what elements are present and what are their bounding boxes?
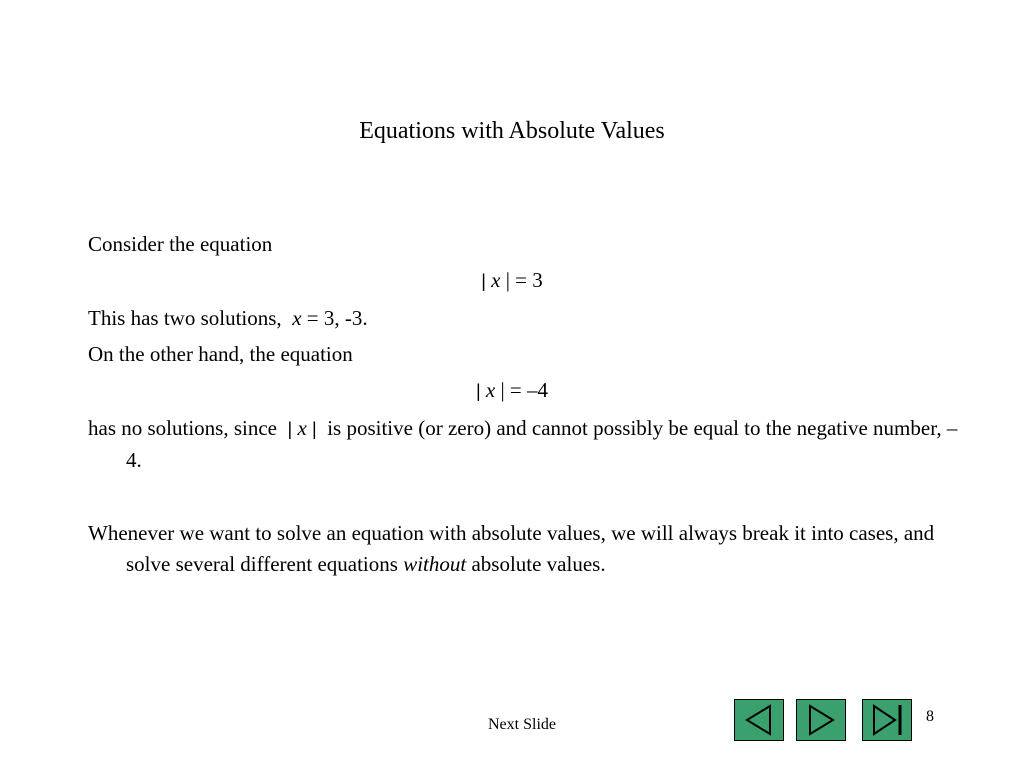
variable-x: x <box>485 378 496 402</box>
consider-text: Consider the equation <box>88 232 273 256</box>
equation-1 <box>0 265 1024 297</box>
variable-x: x <box>292 306 302 330</box>
whenever-emphasis: without <box>403 552 467 576</box>
no-solutions-post: is positive (or zero) and cannot possibly be equal to the negative number, –4. <box>126 416 958 472</box>
whenever-post: absolute values. <box>471 552 606 576</box>
page-number: 8 <box>926 708 934 725</box>
skip-to-end-icon <box>863 700 911 740</box>
two-solutions-pre: This has two solutions, <box>88 306 282 330</box>
two-solutions-post: = 3, -3. <box>306 306 368 330</box>
triangle-left-icon <box>735 700 783 740</box>
abs-bar-left: | <box>287 419 293 439</box>
no-solutions-pre: has no solutions, since <box>88 416 277 440</box>
two-solutions-text <box>88 303 368 334</box>
variable-x: x <box>297 416 307 440</box>
other-hand-text: On the other hand, the equation <box>88 342 353 366</box>
triangle-right-icon <box>797 700 845 740</box>
equation-2 <box>0 375 1024 407</box>
previous-slide-button[interactable] <box>734 699 784 741</box>
variable-x: x <box>491 268 501 292</box>
whenever-pre: Whenever we want to solve an equation with absolute values, we will always break it into cases, and solve several different equations <box>88 521 935 576</box>
no-solutions-paragraph <box>88 413 966 476</box>
whenever-paragraph <box>88 518 966 580</box>
next-slide-button[interactable] <box>796 699 846 741</box>
equation-2-rest: | = –4 <box>500 378 549 402</box>
next-slide-link[interactable]: Next Slide <box>488 716 556 733</box>
equation-1-rest: | = 3 <box>505 268 543 292</box>
slide-title: Equations with Absolute Values <box>359 118 665 144</box>
abs-bar-right: | <box>312 419 317 439</box>
last-slide-button[interactable] <box>862 699 912 741</box>
abs-bar-left: | <box>475 381 481 401</box>
abs-bar-left: | <box>481 271 486 291</box>
